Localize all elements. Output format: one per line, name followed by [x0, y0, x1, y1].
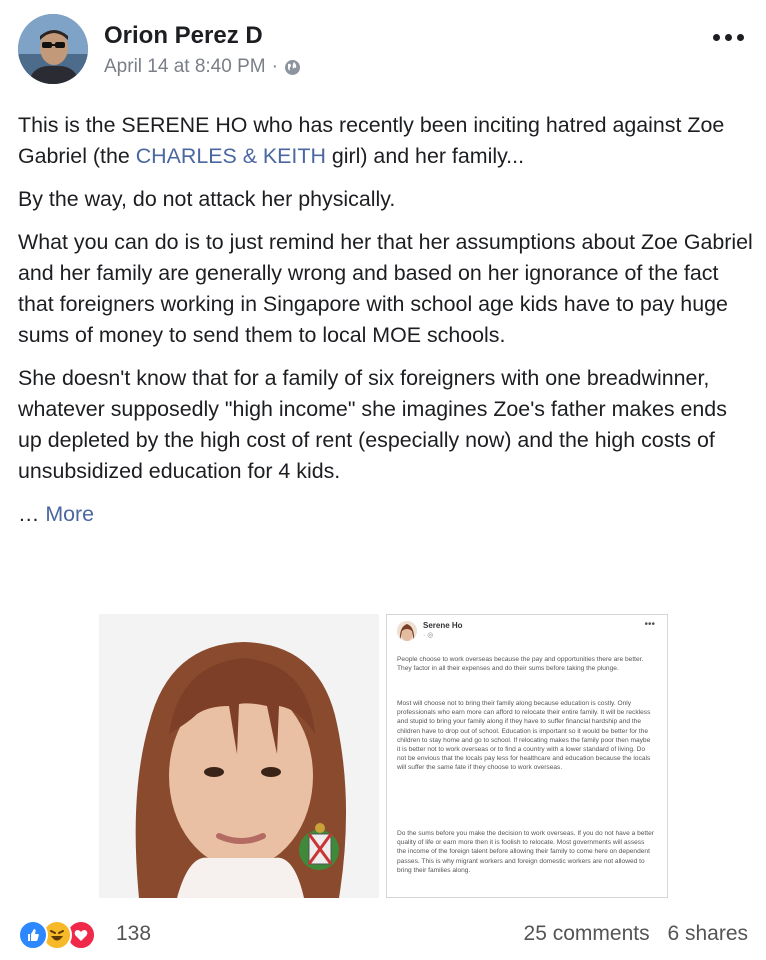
more-prefix: … — [18, 502, 46, 526]
meta-separator: · — [271, 56, 278, 77]
see-more-link[interactable]: More — [45, 502, 95, 526]
post-footer — [18, 918, 748, 948]
avatar[interactable] — [18, 14, 88, 84]
screenshot-paragraph-2: Most will choose not to bring their family along because education is costly. Only professionals who earn more can afford to relocate their entire family. It will be reckless and stupid to bring your family along if they have to suffer financial hardship and the children have to drop out of school. Education is important so it would be better for the children to stay home and go to school. If relocating makes the family poor then maybe it is better not to work overseas or to find a country with a lower standard of living. Do not be envious that the locals pay less for healthcare and education because the locals will suffer the same fate if they choose to work overseas. — [397, 700, 651, 772]
paragraph-1: This is the SERENE HO who has recently been inciting hatred against Zoe Gabriel (the CHARLES & KEITH girl) and her family... — [18, 113, 725, 168]
portrait-photo[interactable] — [99, 614, 379, 898]
post-timestamp[interactable]: April 14 at 8:40 PM — [104, 56, 266, 77]
author-name[interactable]: Orion Perez D — [104, 22, 263, 49]
more-options-icon[interactable] — [713, 34, 744, 41]
charles-keith-link[interactable]: CHARLES & KEITH — [135, 144, 326, 168]
screenshot-meta: · ◎ — [423, 632, 434, 639]
screenshot-author: Serene Ho — [423, 621, 463, 630]
reaction-count[interactable]: 138 — [116, 922, 152, 945]
screenshot-image[interactable] — [386, 614, 668, 898]
globe-icon[interactable] — [284, 59, 301, 76]
post-body — [18, 110, 753, 542]
post-stats — [512, 922, 748, 946]
paragraph-3: What you can do is to just remind her that her assumptions about Zoe Gabriel and her family are generally wrong and based on her ignorance of the fact that foreigners working in Singapore with school age kids have to pay huge sums of money to send them to local MOE schools. — [18, 230, 753, 347]
comments-count[interactable]: 25 comments — [523, 922, 650, 945]
screenshot-paragraph-3: Do the sums before you make the decision to work overseas. If you do not have a better quality of life or earn more then it is foolish to relocate. Most governments will assess the income of the foreign talent before allowing their family to come here on dependent passes. This is why migrant workers and foreign domestic workers are not allowed to bring their families along. — [397, 830, 654, 874]
post-meta — [104, 56, 301, 78]
screenshot-paragraph-1: People choose to work overseas because the pay and opportunities there are better. They factor in all their expenses and do their sums before taking the plunge. — [397, 656, 644, 673]
screenshot-avatar — [397, 621, 417, 641]
shares-count[interactable]: 6 shares — [667, 922, 748, 945]
paragraph-4: She doesn't know that for a family of six foreigners with one breadwinner, whatever supposedly "high income" she imagines Zoe's father makes ends up depleted by the high cost of rent (especially now) and the high costs of unsubsidized education for 4 kids. — [18, 366, 727, 483]
like-icon — [18, 920, 48, 950]
reactions[interactable] — [18, 920, 90, 950]
paragraph-2: By the way, do not attack her physically. — [18, 187, 396, 211]
screenshot-menu: ••• — [644, 619, 655, 630]
